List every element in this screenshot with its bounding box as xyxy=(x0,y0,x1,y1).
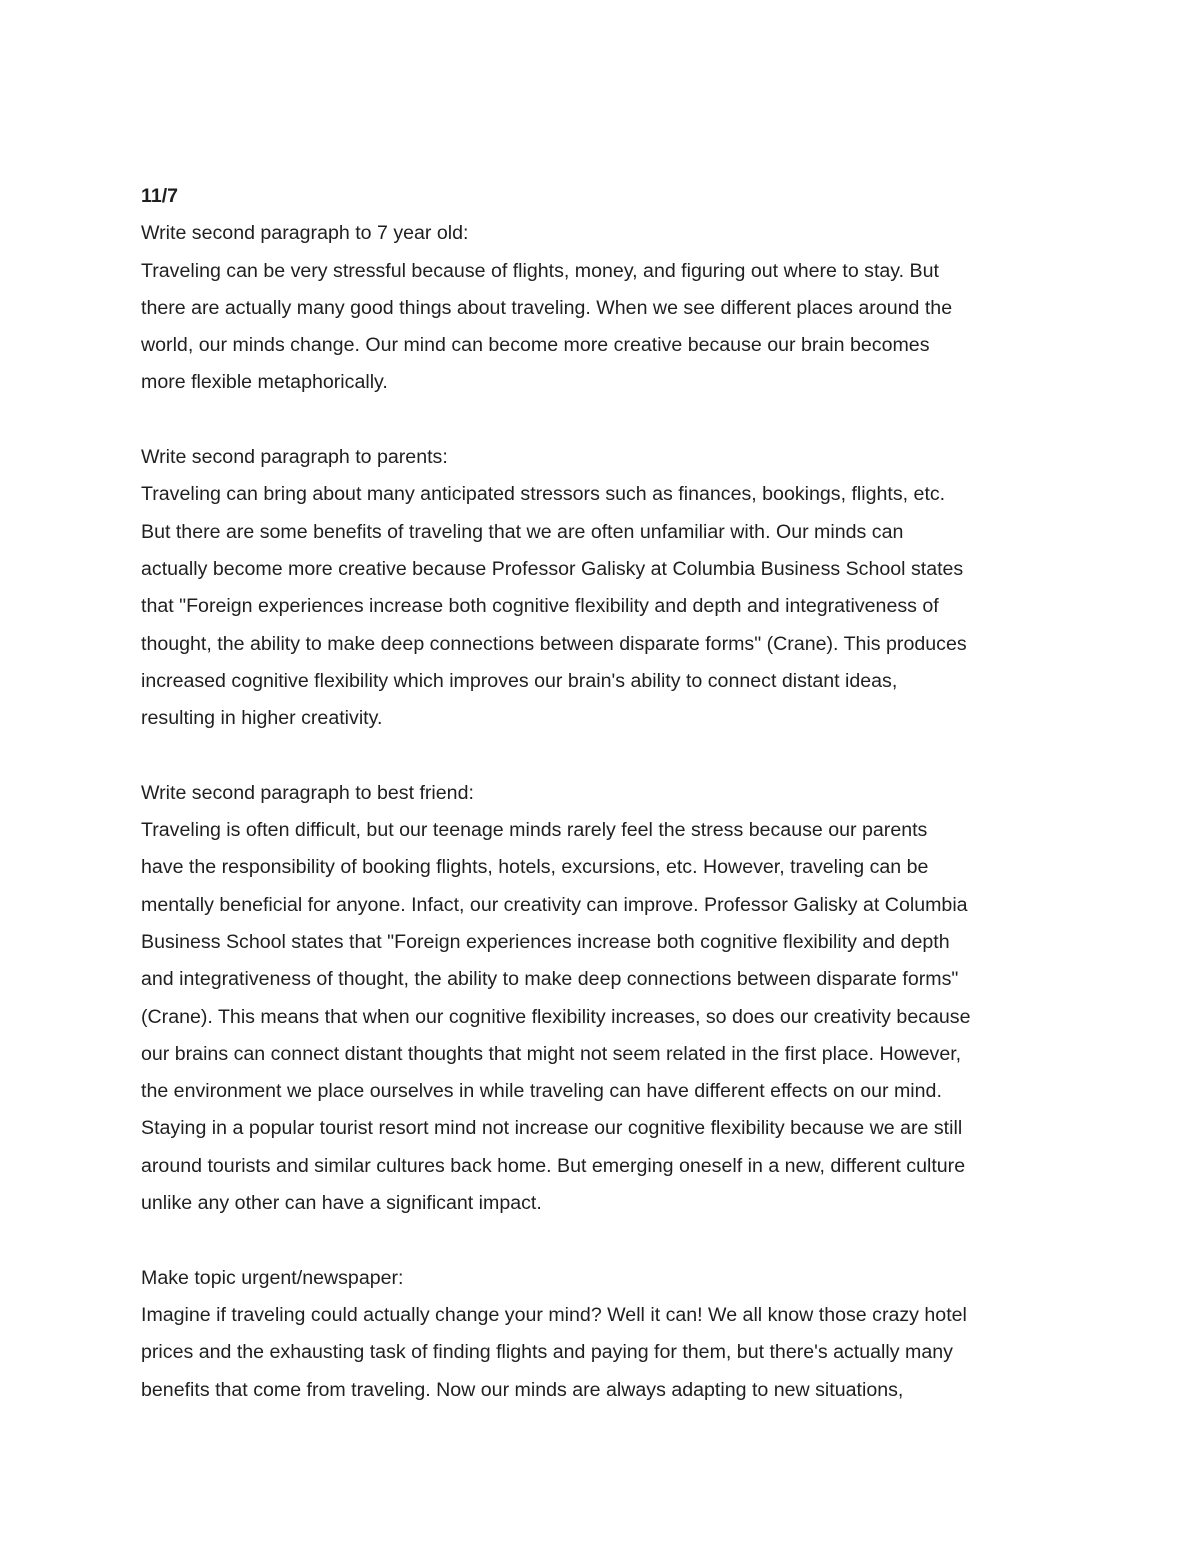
document-body xyxy=(141,215,1066,1409)
paragraph-line: Traveling can bring about many anticipated stressors such as finances, bookings, flights, etc. xyxy=(141,483,946,506)
paragraph-line: the environment we place ourselves in while traveling can have different effects on our mind. xyxy=(141,1080,942,1103)
section xyxy=(141,1260,1066,1409)
paragraph-line: actually become more creative because Professor Galisky at Columbia Business School states xyxy=(141,557,964,580)
paragraph-line: Imagine if traveling could actually change your mind? Well it can! We all know those crazy hotel xyxy=(141,1303,967,1326)
paragraph-line: Traveling can be very stressful because of flights, money, and figuring out where to stay. But xyxy=(141,259,939,282)
paragraph-line: world, our minds change. Our mind can become more creative because our brain becomes xyxy=(141,334,930,357)
paragraph-line: Staying in a popular tourist resort mind not increase our cognitive flexibility because we are still xyxy=(141,1117,963,1140)
section-prompt: Make topic urgent/newspaper: xyxy=(141,1266,404,1289)
date-heading: 11/7 xyxy=(141,185,179,207)
paragraph-line: benefits that come from traveling. Now our minds are always adapting to new situations, xyxy=(141,1378,904,1401)
paragraph-line: increased cognitive flexibility which improves our brain's ability to connect distant ideas, xyxy=(141,669,898,692)
paragraph-line: Business School states that "Foreign experiences increase both cognitive flexibility and depth xyxy=(141,930,950,953)
paragraph-line: our brains can connect distant thoughts that might not seem related in the first place. However, xyxy=(141,1042,962,1065)
paragraph-spacer xyxy=(141,1222,1066,1259)
paragraph-line: around tourists and similar cultures back home. But emerging oneself in a new, different culture xyxy=(141,1154,966,1177)
section xyxy=(141,215,1066,401)
section-prompt: Write second paragraph to parents: xyxy=(141,446,448,469)
paragraph-line: prices and the exhausting task of finding flights and paying for them, but there's actually many xyxy=(141,1341,953,1364)
paragraph-spacer xyxy=(141,737,1066,774)
paragraph-line: resulting in higher creativity. xyxy=(141,707,383,730)
section xyxy=(141,775,1066,1223)
paragraph-line: unlike any other can have a significant impact. xyxy=(141,1192,542,1215)
paragraph-line: and integrativeness of thought, the ability to make deep connections between disparate forms" xyxy=(141,968,959,991)
paragraph-line: (Crane). This means that when our cognitive flexibility increases, so does our creativity because xyxy=(141,1005,971,1028)
paragraph-line: thought, the ability to make deep connections between disparate forms" (Crane). This produces xyxy=(141,632,967,655)
section xyxy=(141,439,1066,737)
paragraph-line: that "Foreign experiences increase both cognitive flexibility and depth and integrativeness of xyxy=(141,595,939,618)
document-page xyxy=(141,178,1066,1409)
paragraph-line: Traveling is often difficult, but our teenage minds rarely feel the stress because our parents xyxy=(141,819,928,842)
paragraph-line: mentally beneficial for anyone. Infact, our creativity can improve. Professor Galisky at Columbia xyxy=(141,893,968,916)
paragraph-line: have the responsibility of booking flights, hotels, excursions, etc. However, traveling can be xyxy=(141,856,929,879)
paragraph-line: there are actually many good things about traveling. When we see different places around the xyxy=(141,296,953,319)
section-prompt: Write second paragraph to 7 year old: xyxy=(141,222,469,245)
paragraph-line: more flexible metaphorically. xyxy=(141,371,388,394)
paragraph-line: But there are some benefits of traveling that we are often unfamiliar with. Our minds can xyxy=(141,520,904,543)
section-prompt: Write second paragraph to best friend: xyxy=(141,781,474,804)
paragraph-spacer xyxy=(141,402,1066,439)
